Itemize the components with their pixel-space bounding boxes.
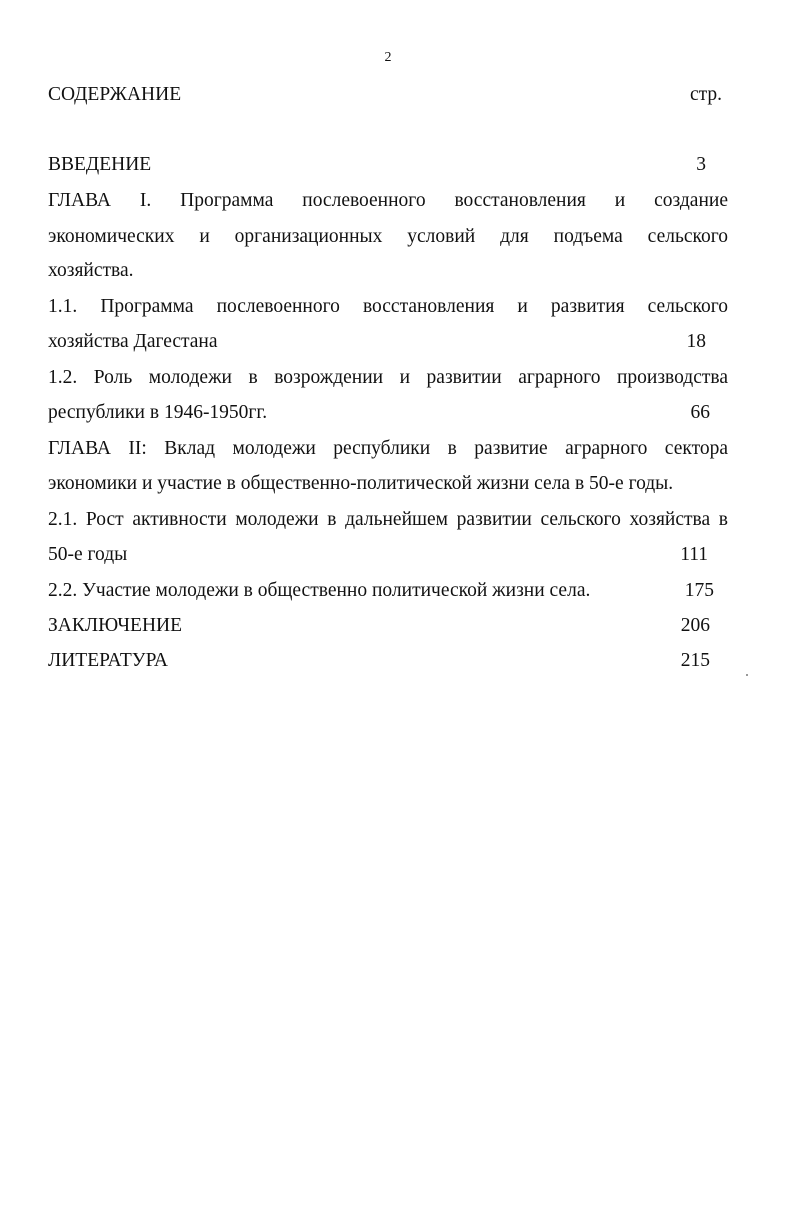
toc-chapter-2-line: ГЛАВА II: Вклад молодежи республики в развитие аграрного сектора <box>48 438 728 459</box>
toc-entry-text: ЗАКЛЮЧЕНИЕ <box>48 615 183 636</box>
toc-entry-literature <box>48 647 728 675</box>
toc-chapter-1-line: хозяйства. <box>48 260 134 281</box>
toc-chapter-1-line: ГЛАВА I. Программа послевоенного восстановления и создание <box>48 190 728 211</box>
page-number: 2 <box>384 50 392 65</box>
toc-entry-text: республики в 1946-1950гг. <box>48 402 268 423</box>
toc-section-1-1-line: 1.1. Программа послевоенного восстановления и развития сельского <box>48 296 728 317</box>
toc-chapter-1-line: экономических и организационных условий для подъема сельского <box>48 226 728 247</box>
toc-chapter-2-line: экономики и участие в общественно-политической жизни села в 50-е годы. <box>48 473 674 494</box>
toc-entry-page: 66 <box>690 402 710 423</box>
toc-entry-page: 206 <box>680 615 710 636</box>
toc-entry-text: 2.2. Участие молодежи в общественно политической жизни села. <box>48 580 591 601</box>
toc-entry-text: хозяйства Дагестана <box>48 331 218 352</box>
toc-entry-1-1 <box>48 328 728 356</box>
toc-entry-intro <box>48 151 728 179</box>
toc-title: СОДЕРЖАНИЕ <box>48 84 182 105</box>
toc-entry-2-1 <box>48 541 728 569</box>
toc-entry-page: 111 <box>680 544 708 565</box>
toc-entry-text: ЛИТЕРАТУРА <box>48 650 168 671</box>
page-column-label: стр. <box>689 84 722 105</box>
toc-entry-conclusion <box>48 612 728 640</box>
scan-speck <box>746 674 748 676</box>
toc-header <box>48 81 728 109</box>
toc-entry-page: 3 <box>696 154 706 175</box>
toc-entry-page: 175 <box>684 580 714 601</box>
toc-entry-1-2 <box>48 399 728 427</box>
toc-entry-text: ВВЕДЕНИЕ <box>48 154 152 175</box>
toc-entry-2-2 <box>48 577 728 605</box>
toc-entry-text: 50-е годы <box>48 544 128 565</box>
toc-section-1-2-line: 1.2. Роль молодежи в возрождении и развитии аграрного производства <box>48 367 728 388</box>
toc-entry-page: 18 <box>686 331 706 352</box>
toc-section-2-1-line: 2.1. Рост активности молодежи в дальнейшем развитии сельского хозяйства в <box>48 509 728 530</box>
toc-entry-page: 215 <box>680 650 710 671</box>
